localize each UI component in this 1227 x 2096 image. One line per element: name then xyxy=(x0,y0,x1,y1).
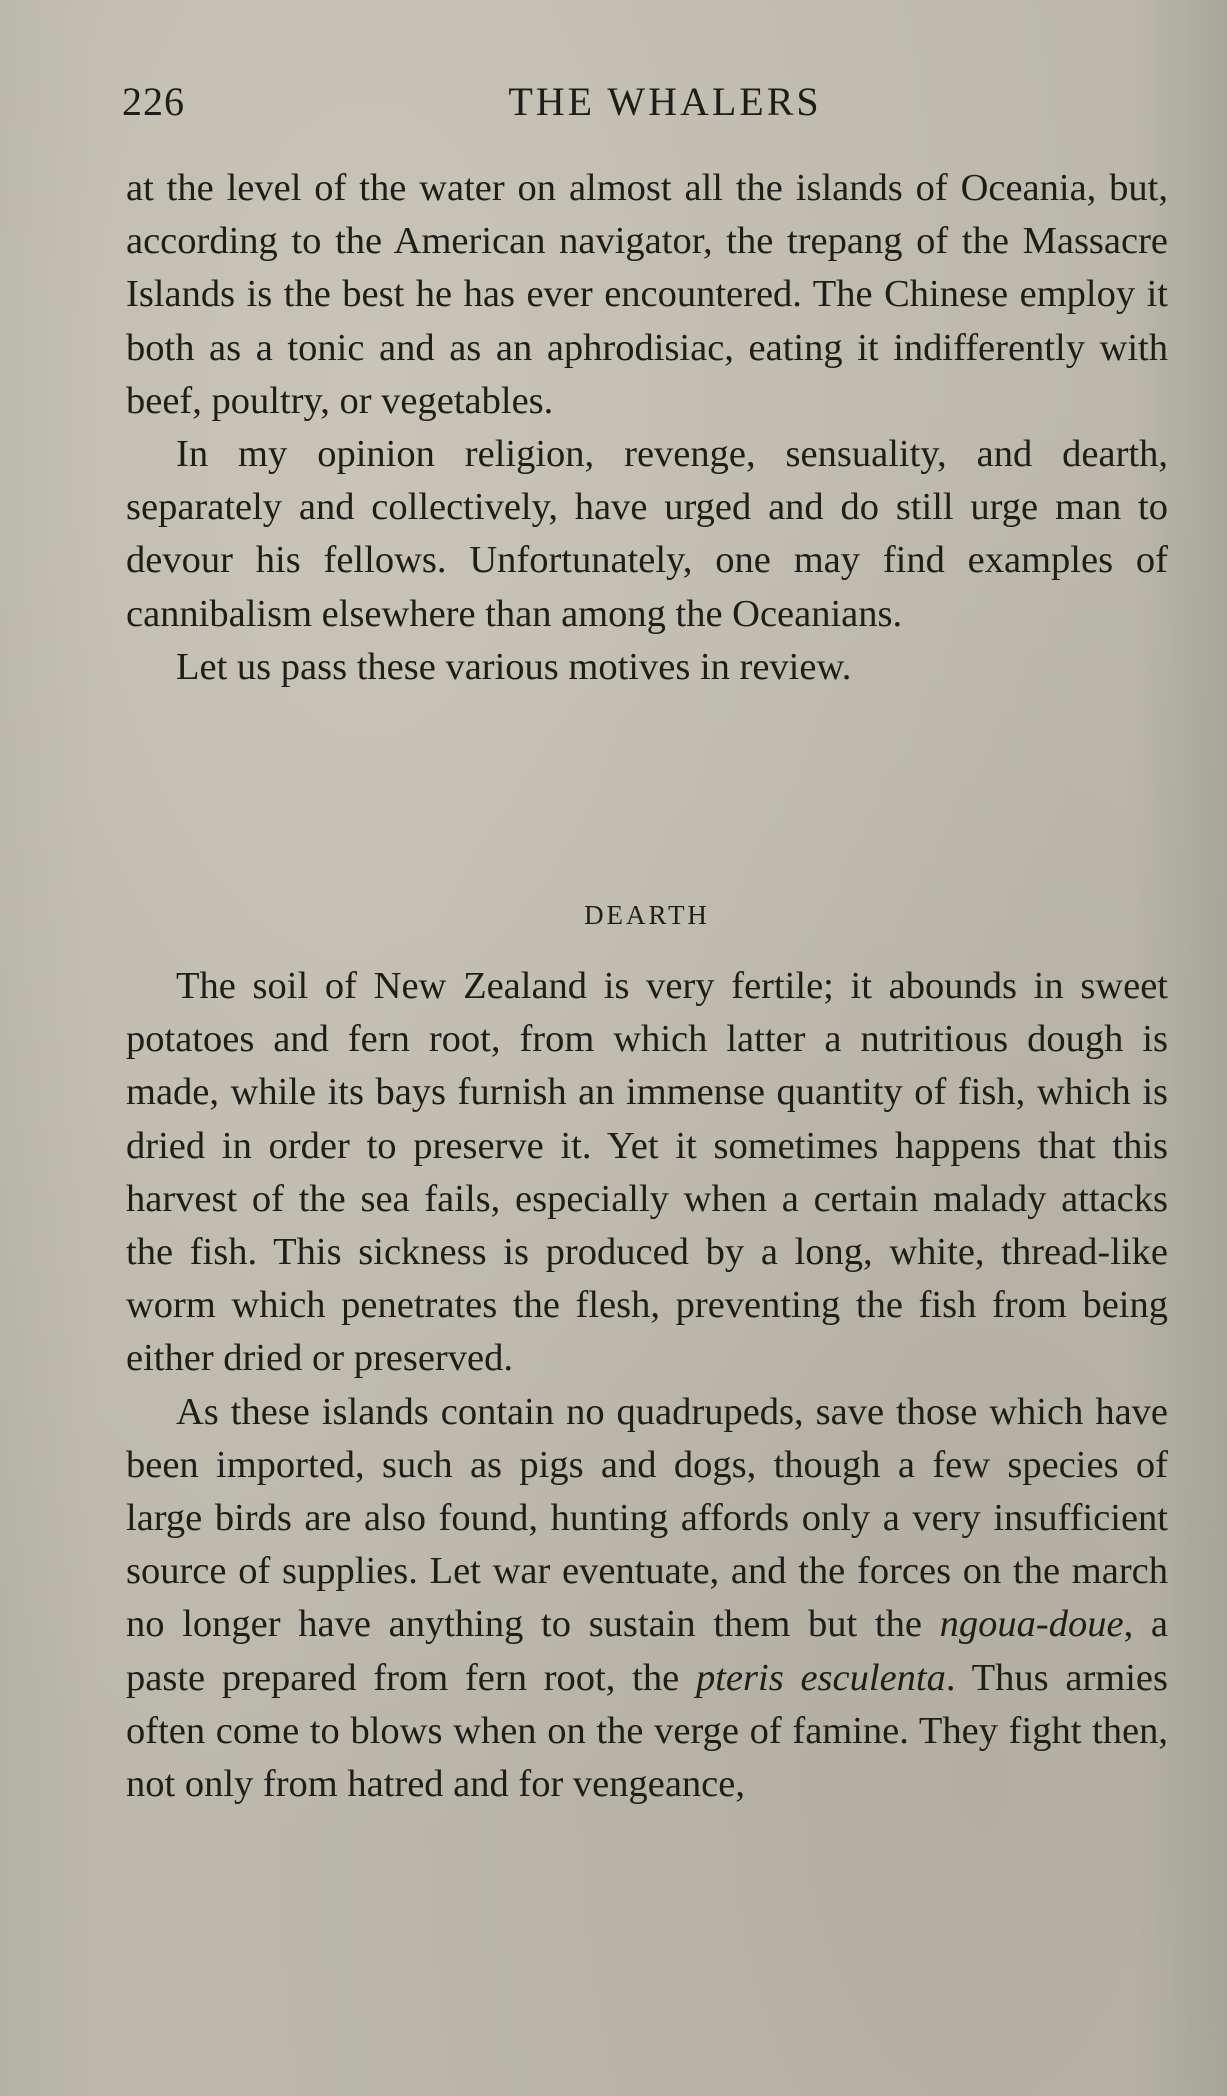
term-pteris-esculenta: pteris esculenta xyxy=(695,1656,946,1699)
paragraph-review: Let us pass these various motives in review. xyxy=(176,645,852,688)
paragraph-quadrupeds-start: As these islands contain no quadrupeds, save those which have been imported, such as pigs and dogs, though a few species of large birds are also found, hunting affords only a very insufficient source of supplies. Let war eventuate, and the forces on the march no longer have anything to sustain them but the xyxy=(126,1390,1168,1646)
paragraph-quadrupeds-mid: , a paste prepared from fern root, the xyxy=(126,1603,1168,1699)
body-text xyxy=(126,162,1168,694)
paragraph-soil: The soil of New Zealand is very fertile; it abounds in sweet potatoes and fern root, from which latter a nutritious dough is made, while its bays furnish an immense quantity of fish, which is dried in order to preserve it. Yet it sometimes happens that this harvest of the sea fails, especially when a certain malady attacks the fish. This sickness is produced by a long, white, thread-like worm which penetrates the flesh, preventing the fish from being either dried or preserved. xyxy=(126,965,1168,1380)
paragraph-opinion: In my opinion religion, revenge, sensuality, and dearth, separately and collectively, have urged and do still urge man to devour his fellows. Unfortunately, one may find examples of cannibalism elsewhere than among the Oceanians. xyxy=(126,433,1168,635)
paragraph-continued: at the level of the water on almost all the islands of Oceania, but, according to the American navigator, the trepang of the Massacre Islands is the best he has ever encountered. The Chinese employ it both as a tonic and as an aphrodisiac, eating it indifferently with beef, poultry, or vegetables. xyxy=(126,167,1168,422)
term-ngoua-doue: ngoua-doue xyxy=(939,1603,1124,1646)
paragraph-quadrupeds xyxy=(126,1386,1168,1812)
section-body xyxy=(126,960,1168,1811)
section-heading: DEARTH xyxy=(584,900,710,930)
paragraph-quadrupeds-end: . Thus armies often come to blows when on the verge of famine. They fight then, not only from hatred and for vengeance, xyxy=(126,1656,1168,1806)
page-number: 226 xyxy=(122,79,185,124)
running-head xyxy=(122,78,1168,138)
running-title: THE WHALERS xyxy=(508,79,822,124)
